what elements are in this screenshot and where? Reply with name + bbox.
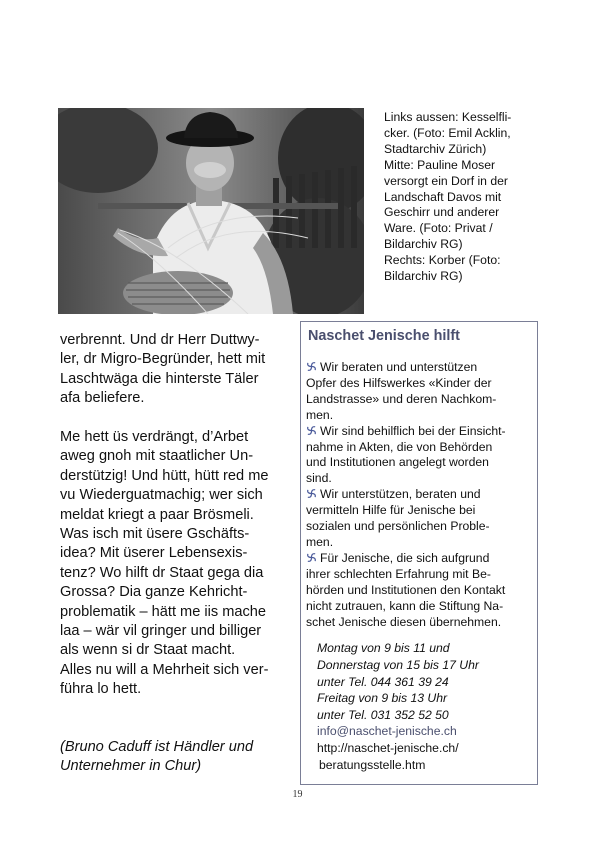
text-line: aweg gnoh mit staatlicher Un- [60, 448, 254, 465]
text-line: men. [306, 534, 334, 549]
text-line: Laschtwäga die hinterste Täler [60, 370, 259, 387]
website-link-continued[interactable]: beratungsstelle.htm [319, 757, 426, 772]
email-link[interactable]: info@naschet-jenische.ch [317, 724, 457, 739]
website-link[interactable]: http://naschet-jenische.ch/ [317, 740, 459, 755]
text-line: Was isch mit üsere Gschäfts- [60, 526, 250, 543]
text-line: vu Wiederguatmachig; wer sich [60, 487, 263, 504]
info-item [306, 424, 534, 488]
caption-line: Ware. (Foto: Privat / [384, 221, 493, 236]
caption-line: Landschaft Davos mit [384, 189, 502, 204]
phone-number: unter Tel. 031 352 52 50 [317, 707, 449, 722]
text-line: hörden und Institutionen den Kontakt [306, 582, 506, 597]
caption-line: Rechts: Korber (Foto: [384, 253, 501, 268]
office-hours: Montag von 9 bis 11 und [317, 641, 450, 656]
text-line: vermitteln Hilfe für Jenische bei [306, 503, 476, 518]
text-line: Me hett üs verdrängt, d’Arbet [60, 429, 249, 446]
caption-line: Bildarchiv RG) [384, 269, 463, 284]
text-line: Grossa? Dia ganze Kehricht- [60, 584, 248, 601]
contact-info [317, 640, 534, 773]
text-line: afa beliefere. [60, 390, 145, 407]
phone-number: unter Tel. 044 361 39 24 [317, 674, 449, 689]
text-line: idea? Mit üserer Lebensexis- [60, 545, 248, 562]
info-item [306, 551, 534, 631]
caption-line: cker. (Foto: Emil Acklin, [384, 125, 511, 140]
text-line: laa – wär vil gringer und billiger [60, 623, 262, 640]
text-line: nahme in Akten, die von Behörden [306, 439, 493, 454]
text-line: Opfer des Hilfswerkes «Kinder der [306, 375, 492, 390]
text-line: meldat kriegt a paar Brösmeli. [60, 506, 254, 523]
swirl-icon [306, 488, 317, 499]
caption-line: Stadtarchiv Zürich) [384, 141, 487, 156]
photo-caption [384, 110, 544, 285]
text-line: (Bruno Caduff ist Händler und [60, 738, 254, 755]
office-hours: Donnerstag von 15 bis 17 Uhr [317, 658, 479, 672]
text-line: tenz? Wo hilft dr Staat gega dia [60, 564, 264, 581]
swirl-icon [306, 552, 317, 563]
page-number: 19 [292, 789, 303, 800]
info-item [306, 487, 534, 551]
info-box-title: Naschet Jenische hilft [308, 328, 460, 344]
author-byline [60, 738, 292, 777]
caption-line: Mitte: Pauline Moser [384, 157, 496, 172]
text-line: und Institutionen angelegt worden [306, 455, 489, 470]
info-item [306, 360, 534, 424]
text-line: derstützig! Und hütt, hütt red me [60, 467, 269, 484]
text-line: sozialen und persönlichen Proble- [306, 519, 490, 534]
photo-illustration [58, 108, 364, 314]
text-line: nicht zutrauen, kann die Stiftung Na- [306, 598, 504, 613]
text-line: als wenn si dr Staat macht. [60, 642, 236, 659]
caption-line: Geschirr und anderer [384, 205, 500, 220]
caption-line: versorgt ein Dorf in der [384, 173, 508, 188]
article-paragraph [60, 428, 292, 700]
article-text [60, 331, 292, 796]
text-line: sind. [306, 471, 332, 486]
text-line: Wir sind behilflich bei der Einsicht- [320, 423, 506, 438]
text-line: problematik – hätt me iis mache [60, 603, 267, 620]
text-line: schet Jenische diesen übernehmen. [306, 614, 502, 629]
office-hours: Freitag von 9 bis 13 Uhr [317, 691, 448, 706]
text-line: Unternehmer in Chur) [60, 758, 202, 775]
text-line: ihrer schlechten Erfahrung mit Be- [306, 566, 491, 581]
text-line: führa lo hett. [60, 681, 142, 698]
text-line: Für Jenische, die sich aufgrund [320, 550, 490, 565]
text-line: Landstrasse» und deren Nachkom- [306, 391, 497, 406]
swirl-icon [306, 425, 317, 436]
text-line: verbrennt. Und dr Herr Duttwy- [60, 332, 260, 348]
info-box [300, 321, 538, 785]
text-line: Wir beraten und unterstützen [320, 360, 478, 374]
photo-basket-weaver [58, 108, 364, 314]
caption-line: Links aussen: Kesselfli- [384, 110, 512, 124]
swirl-icon [306, 361, 317, 372]
caption-line: Bildarchiv RG) [384, 237, 463, 252]
text-line: men. [306, 407, 334, 422]
text-line: ler, dr Migro-Begründer, hett mit [60, 351, 266, 368]
article-paragraph [60, 331, 292, 409]
text-line: Alles nu will a Mehrheit sich ver- [60, 661, 269, 678]
text-line: Wir unterstützen, beraten und [320, 487, 481, 502]
